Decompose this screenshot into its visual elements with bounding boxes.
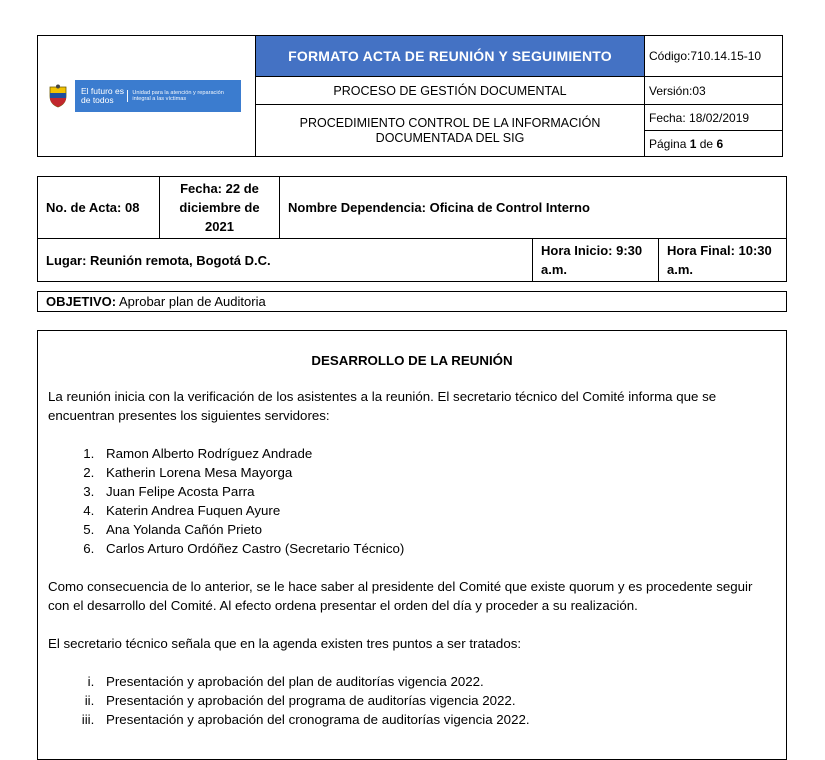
document-version: Versión:03 [645, 77, 783, 105]
start-time: Hora Inicio: 9:30 a.m. [533, 239, 659, 282]
process-name: PROCESO DE GESTIÓN DOCUMENTAL [256, 77, 645, 105]
page-total: 6 [716, 136, 724, 151]
objective-box [37, 291, 787, 312]
agenda-intro: El secretario técnico señala que en la agenda existen tres puntos a ser tratados: [48, 636, 522, 651]
intro-paragraph: La reunión inicia con la verificación de los asistentes a la reunión. El secretario técnico del Comité informa que se encuentran presentes los siguientes servidores: [48, 389, 717, 423]
meeting-info-table [37, 176, 787, 282]
end-time: Hora Final: 10:30 a.m. [659, 239, 787, 282]
agenda-list [48, 672, 776, 729]
page-current: 1 [689, 136, 697, 151]
page-indicator [645, 131, 783, 157]
coat-of-arms-icon [45, 82, 71, 110]
list-item: 4. Katerin Andrea Fuquen Ayure [98, 501, 776, 520]
dependency-name: Nombre Dependencia: Oficina de Control Interno [280, 177, 787, 239]
page-of: de [699, 136, 714, 151]
list-item: ii. Presentación y aprobación del programa de auditorías vigencia 2022. [98, 691, 776, 710]
procedure-name: PROCEDIMIENTO CONTROL DE LA INFORMACIÓN DOCUMENTADA DEL SIG [256, 105, 645, 157]
document-title: FORMATO ACTA DE REUNIÓN Y SEGUIMIENTO [256, 36, 645, 77]
logo-banner [75, 80, 241, 112]
list-item: iii. Presentación y aprobación del cronograma de auditorías vigencia 2022. [98, 710, 776, 729]
logo-sub-text: Unidad para la atención y reparación integral a las víctimas [127, 90, 241, 102]
list-item: 6. Carlos Arturo Ordóñez Castro (Secretario Técnico) [98, 539, 776, 558]
attendee-list [48, 444, 776, 558]
page-prefix: Página [649, 136, 687, 151]
list-item: 3. Juan Felipe Acosta Parra [98, 482, 776, 501]
meeting-place: Lugar: Reunión remota, Bogotá D.C. [38, 239, 533, 282]
quorum-paragraph: Como consecuencia de lo anterior, se le hace saber al presidente del Comité que existe quorum y es procedente seguir con el desarrollo del Comité. Al efecto ordena presentar el orden del día y proceder a su realización. [48, 579, 753, 613]
list-item: 2. Katherin Lorena Mesa Mayorga [98, 463, 776, 482]
document-header [37, 35, 783, 157]
logo-cell [38, 36, 256, 157]
institution-logo [45, 79, 241, 113]
list-item: i. Presentación y aprobación del plan de auditorías vigencia 2022. [98, 672, 776, 691]
objective-label: OBJETIVO: [46, 294, 117, 309]
logo-main-text: El futuro es de todos [81, 86, 124, 105]
meeting-development [37, 330, 787, 760]
act-number: No. de Acta: 08 [38, 177, 160, 239]
list-item: 5. Ana Yolanda Cañón Prieto [98, 520, 776, 539]
list-item: 1. Ramon Alberto Rodríguez Andrade [98, 444, 776, 463]
development-title: DESARROLLO DE LA REUNIÓN [311, 353, 513, 368]
objective-text: Aprobar plan de Auditoria [118, 294, 266, 309]
meeting-date: Fecha: 22 de diciembre de 2021 [160, 177, 280, 239]
document-date: Fecha: 18/02/2019 [645, 105, 783, 131]
document-code: Código:710.14.15-10 [645, 36, 783, 77]
